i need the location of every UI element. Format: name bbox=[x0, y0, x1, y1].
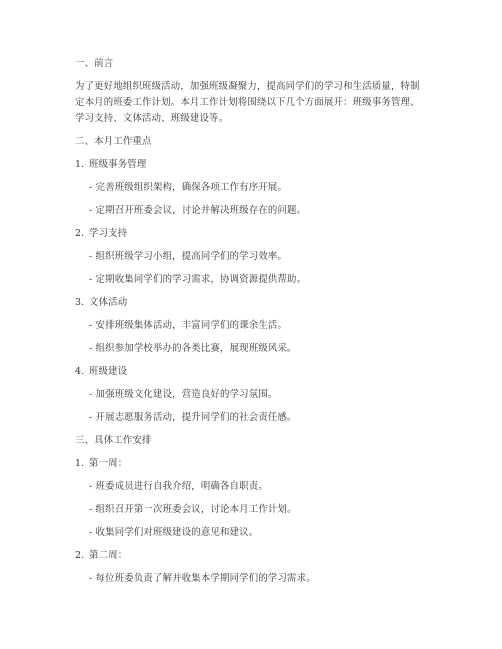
list-item-number: 2. bbox=[75, 550, 85, 561]
list-item-number: 1. bbox=[75, 159, 85, 170]
list-item-title: 班级事务管理 bbox=[89, 159, 147, 170]
list-item-number: 2. bbox=[75, 228, 85, 239]
list-subitem: - 组织召开第一次班委会议，讨论本月工作计划。 bbox=[89, 504, 297, 515]
list-item-heading bbox=[75, 227, 127, 240]
list-subitem: - 组织班级学习小组，提高同学们的学习效率。 bbox=[89, 251, 288, 262]
section-heading-focus: 二、本月工作重点 bbox=[75, 136, 152, 147]
list-item-number: 1. bbox=[75, 458, 85, 469]
list-subitem: - 开展志愿服务活动，提升同学们的社会责任感。 bbox=[89, 412, 297, 423]
intro-paragraph-line: 为了更好地组织班级活动，加强班级凝聚力，提高同学们的学习和生活质量，特制 bbox=[75, 81, 420, 92]
list-subitem: - 加强班级文化建设，营造良好的学习氛围。 bbox=[89, 389, 278, 400]
list-item-title: 第一周： bbox=[89, 458, 128, 469]
list-item-title: 第二周： bbox=[89, 550, 128, 561]
list-subitem: - 组织参加学校举办的各类比赛，展现班级风采。 bbox=[89, 343, 297, 354]
list-item-title: 学习支持 bbox=[89, 228, 128, 239]
section-heading-schedule: 三、具体工作安排 bbox=[75, 435, 152, 446]
list-subitem: - 收集同学们对班级建设的意见和建议。 bbox=[89, 527, 259, 538]
list-item-title: 班级建设 bbox=[89, 366, 128, 377]
list-item-heading bbox=[75, 158, 146, 171]
list-subitem: - 每位班委负责了解并收集本学期同学们的学习需求。 bbox=[89, 573, 316, 584]
list-item-number: 4. bbox=[75, 366, 85, 377]
list-subitem: - 完善班级组织架构，确保各项工作有序开展。 bbox=[89, 182, 288, 193]
list-subitem: - 定期收集同学们的学习需求，协调资源提供帮助。 bbox=[89, 274, 307, 285]
intro-paragraph-line: 学习支持、文体活动、班级建设等。 bbox=[75, 113, 229, 124]
list-item-heading bbox=[75, 549, 127, 562]
intro-paragraph-line: 定本月的班委工作计划。本月工作计划将围绕以下几个方面展开：班级事务管理、 bbox=[75, 97, 420, 108]
list-subitem: - 班委成员进行自我介绍，明确各自职责。 bbox=[89, 481, 268, 492]
list-item-heading bbox=[75, 296, 127, 309]
list-item-title: 文体活动 bbox=[89, 297, 128, 308]
list-subitem: - 安排班级集体活动，丰富同学们的课余生活。 bbox=[89, 320, 288, 331]
list-item-heading bbox=[75, 365, 127, 378]
list-item-number: 3. bbox=[75, 297, 85, 308]
section-heading-preface: 一、前言 bbox=[75, 58, 114, 69]
list-item-heading bbox=[75, 457, 127, 470]
list-subitem: - 定期召开班委会议，讨论并解决班级存在的问题。 bbox=[89, 205, 307, 216]
